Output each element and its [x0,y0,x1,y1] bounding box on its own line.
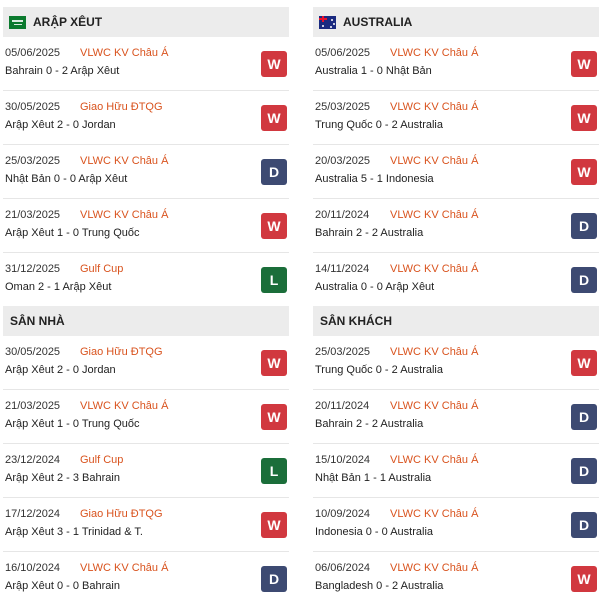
match-competition[interactable]: Giao Hữu ĐTQG [80,346,163,358]
match-row[interactable] [3,253,289,307]
match-row[interactable] [3,37,289,91]
match-row[interactable] [313,444,599,498]
match-row[interactable] [313,390,599,444]
match-date: 06/06/2024 [315,562,371,574]
match-score[interactable]: Bangladesh 0 - 2 Australia [315,580,444,592]
result-badge: W [261,512,287,538]
result-badge: W [261,213,287,239]
match-score[interactable]: Oman 2 - 1 Arập Xêut [5,281,112,293]
result-badge: L [261,458,287,484]
match-competition[interactable]: VLWC KV Châu Á [390,346,479,358]
australia-flag-icon [319,16,336,29]
match-date: 30/05/2025 [5,346,61,358]
result-badge: W [261,51,287,77]
match-row[interactable] [3,336,289,390]
match-date: 10/09/2024 [315,508,371,520]
match-score[interactable]: Trung Quốc 0 - 2 Australia [315,119,443,131]
result-badge: W [571,566,597,592]
match-score[interactable]: Arập Xêut 2 - 0 Jordan [5,119,116,131]
match-competition[interactable]: VLWC KV Châu Á [390,400,479,412]
match-score[interactable]: Bahrain 2 - 2 Australia [315,227,424,239]
match-row[interactable] [3,145,289,199]
match-competition[interactable]: VLWC KV Châu Á [390,155,479,167]
match-date: 20/11/2024 [315,209,370,221]
match-row[interactable] [3,199,289,253]
match-score[interactable]: Nhật Bản 0 - 0 Arập Xêut [5,173,128,185]
match-competition[interactable]: VLWC KV Châu Á [390,263,479,275]
result-badge: W [261,404,287,430]
match-date: 05/06/2025 [5,47,61,59]
match-score[interactable]: Arập Xêut 2 - 0 Jordan [5,364,116,376]
match-competition[interactable]: VLWC KV Châu Á [80,47,169,59]
match-date: 21/03/2025 [5,209,61,221]
section-title: AUSTRALIA [343,15,413,29]
section-header [3,7,289,37]
match-competition[interactable]: VLWC KV Châu Á [80,155,169,167]
section-header [313,306,599,336]
match-score[interactable]: Bahrain 0 - 2 Arập Xêut [5,65,120,77]
match-date: 30/05/2025 [5,101,61,113]
match-row[interactable] [3,91,289,145]
match-competition[interactable]: VLWC KV Châu Á [390,47,479,59]
result-badge: W [571,159,597,185]
match-date: 20/11/2024 [315,400,370,412]
match-row[interactable] [313,91,599,145]
match-competition[interactable]: VLWC KV Châu Á [390,209,479,221]
match-date: 31/12/2025 [5,263,61,275]
section-title: SÂN NHÀ [10,314,65,328]
section-away [313,306,599,599]
result-badge: W [571,105,597,131]
match-date: 16/10/2024 [5,562,61,574]
match-score[interactable]: Arập Xêut 2 - 3 Bahrain [5,472,120,484]
match-score[interactable]: Arập Xêut 0 - 0 Bahrain [5,580,120,592]
match-date: 15/10/2024 [315,454,371,466]
match-date: 20/03/2025 [315,155,371,167]
match-competition[interactable]: Giao Hữu ĐTQG [80,508,163,520]
result-badge: D [571,512,597,538]
match-row[interactable] [313,552,599,599]
result-badge: W [261,105,287,131]
result-badge: W [261,350,287,376]
match-row[interactable] [3,390,289,444]
match-competition[interactable]: Gulf Cup [80,454,124,466]
match-date: 25/03/2025 [315,346,371,358]
match-date: 14/11/2024 [315,263,370,275]
result-badge: D [261,159,287,185]
match-row[interactable] [3,444,289,498]
match-score[interactable]: Bahrain 2 - 2 Australia [315,418,424,430]
match-row[interactable] [313,145,599,199]
result-badge: D [571,404,597,430]
match-row[interactable] [313,336,599,390]
match-competition[interactable]: VLWC KV Châu Á [390,101,479,113]
match-score[interactable]: Australia 0 - 0 Arập Xêut [315,281,435,293]
match-competition[interactable]: VLWC KV Châu Á [390,454,479,466]
result-badge: W [571,350,597,376]
match-row[interactable] [313,37,599,91]
match-score[interactable]: Arập Xêut 1 - 0 Trung Quốc [5,418,140,430]
match-competition[interactable]: Gulf Cup [80,263,124,275]
section-australia [313,7,599,307]
match-score[interactable]: Nhật Bản 1 - 1 Australia [315,472,432,484]
match-date: 23/12/2024 [5,454,61,466]
result-badge: W [571,51,597,77]
match-score[interactable]: Trung Quốc 0 - 2 Australia [315,364,443,376]
match-score[interactable]: Indonesia 0 - 0 Australia [315,526,434,538]
match-competition[interactable]: VLWC KV Châu Á [390,562,479,574]
result-badge: D [571,458,597,484]
section-home [3,306,289,599]
match-date: 05/06/2025 [315,47,371,59]
match-score[interactable]: Arập Xêut 1 - 0 Trung Quốc [5,227,140,239]
match-competition[interactable]: VLWC KV Châu Á [390,508,479,520]
section-title: ARẬP XÊUT [33,15,103,29]
result-badge: L [261,267,287,293]
match-score[interactable]: Arập Xêut 3 - 1 Trinidad & T. [5,526,143,538]
result-badge: D [571,267,597,293]
section-header [313,7,599,37]
match-row[interactable] [313,498,599,552]
match-date: 25/03/2025 [5,155,61,167]
match-date: 25/03/2025 [315,101,371,113]
match-row[interactable] [3,498,289,552]
saudi-flag-icon [9,16,26,29]
section-saudi-arabia [3,7,289,307]
match-competition[interactable]: Giao Hữu ĐTQG [80,101,163,113]
match-date: 21/03/2025 [5,400,61,412]
match-competition[interactable]: VLWC KV Châu Á [80,209,169,221]
match-date: 17/12/2024 [5,508,61,520]
match-row[interactable] [3,552,289,599]
result-badge: D [571,213,597,239]
match-score[interactable]: Australia 1 - 0 Nhật Bản [315,65,432,77]
match-row[interactable] [313,253,599,307]
match-competition[interactable]: VLWC KV Châu Á [80,562,169,574]
result-badge: D [261,566,287,592]
section-header [3,306,289,336]
match-competition[interactable]: VLWC KV Châu Á [80,400,169,412]
match-score[interactable]: Australia 5 - 1 Indonesia [315,173,434,185]
match-row[interactable] [313,199,599,253]
section-title: SÂN KHÁCH [320,314,392,328]
